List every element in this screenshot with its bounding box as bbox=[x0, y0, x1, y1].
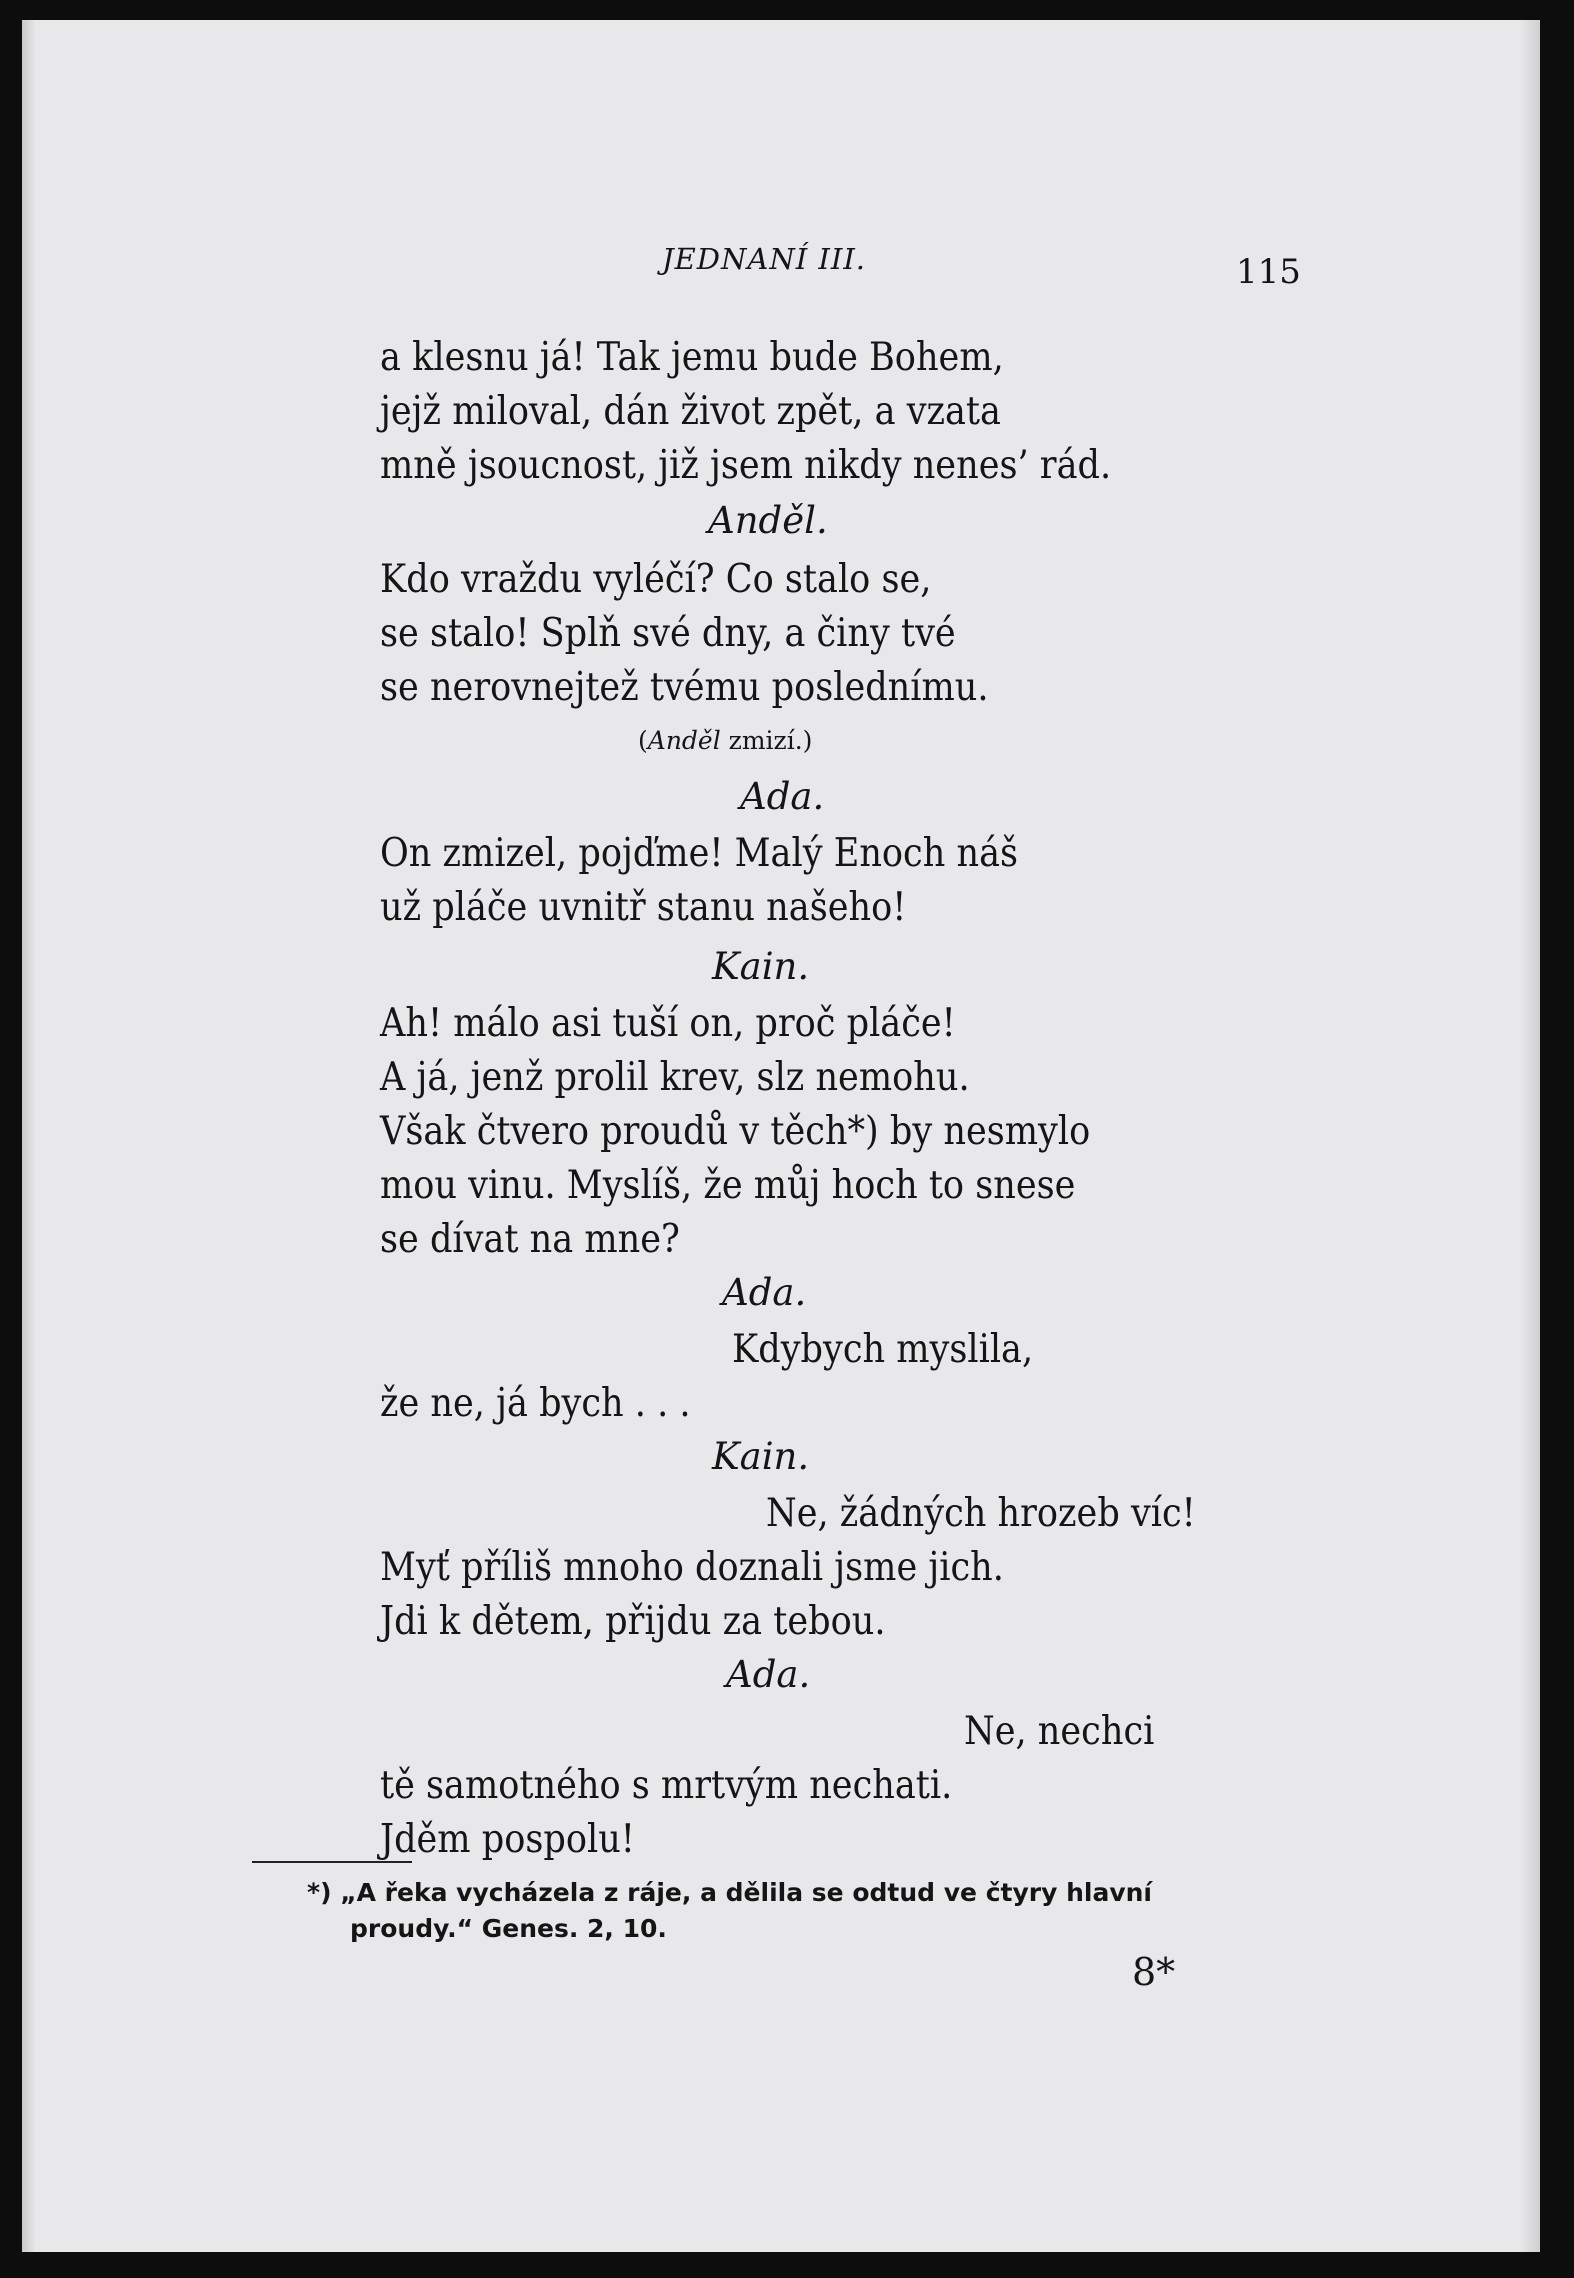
verse-line: jejž miloval, dán život zpět, a vzata bbox=[380, 389, 1001, 434]
verse-line: se nerovnejtež tvému poslednímu. bbox=[380, 665, 989, 710]
verse-line: se stalo! Splň své dny, a činy tvé bbox=[380, 611, 956, 656]
verse-line: Ne, nechci bbox=[964, 1709, 1155, 1754]
verse-line: se dívat na mne? bbox=[380, 1217, 680, 1262]
speaker-name: Ada. bbox=[740, 775, 825, 818]
speaker-name: Kain. bbox=[712, 945, 810, 988]
speaker-name: Kain. bbox=[712, 1435, 810, 1478]
verse-line: a klesnu já! Tak jemu bude Bohem, bbox=[380, 335, 1004, 380]
book-page bbox=[22, 20, 1540, 2252]
page-number: 115 bbox=[1236, 252, 1301, 292]
verse-line: mně jsoucnost, již jsem nikdy nenes’ rád. bbox=[380, 443, 1112, 488]
signature-mark: 8* bbox=[1132, 1950, 1176, 1994]
stage-direction-action: zmizí. bbox=[728, 726, 803, 755]
speaker-name: Ada. bbox=[726, 1653, 811, 1696]
verse-line: Jdi k dětem, přijdu za tebou. bbox=[380, 1599, 886, 1644]
footnote-line: proudy.“ Genes. 2, 10. bbox=[350, 1914, 667, 1943]
verse-line: A já, jenž prolil krev, slz nemohu. bbox=[380, 1055, 970, 1100]
verse-line: Myť příliš mnoho doznali jsme jich. bbox=[380, 1545, 1004, 1590]
verse-line: Kdybych myslila, bbox=[732, 1327, 1034, 1372]
stage-direction-speaker: Anděl bbox=[647, 726, 721, 755]
speaker-name: Ada. bbox=[722, 1271, 807, 1314]
verse-line: už pláče uvnitř stanu našeho! bbox=[380, 885, 907, 930]
verse-line: Jděm pospolu! bbox=[380, 1817, 635, 1862]
verse-line: mou vinu. Myslíš, že můj hoch to snese bbox=[380, 1163, 1076, 1208]
speaker-name: Anděl. bbox=[708, 499, 828, 542]
footnote-divider bbox=[252, 1861, 412, 1863]
footnote-line: *) „A řeka vycházela z ráje, a dělila se odtud ve čtyry hlavní bbox=[307, 1878, 1152, 1907]
verse-line: Kdo vraždu vyléčí? Co stalo se, bbox=[380, 557, 932, 602]
running-header: JEDNANÍ III. bbox=[662, 242, 866, 276]
verse-line: On zmizel, pojďme! Malý Enoch náš bbox=[380, 831, 1019, 876]
verse-line: že ne, já bych . . . bbox=[380, 1381, 691, 1426]
verse-line: tě samotného s mrtvým nechati. bbox=[380, 1763, 953, 1808]
verse-line: Ah! málo asi tuší on, proč pláče! bbox=[380, 1001, 956, 1046]
verse-line: Však čtvero proudů v těch*) by nesmylo bbox=[380, 1109, 1091, 1154]
verse-line: Ne, žádných hrozeb víc! bbox=[766, 1491, 1196, 1536]
stage-direction: (Anděl zmizí.) bbox=[638, 726, 813, 755]
